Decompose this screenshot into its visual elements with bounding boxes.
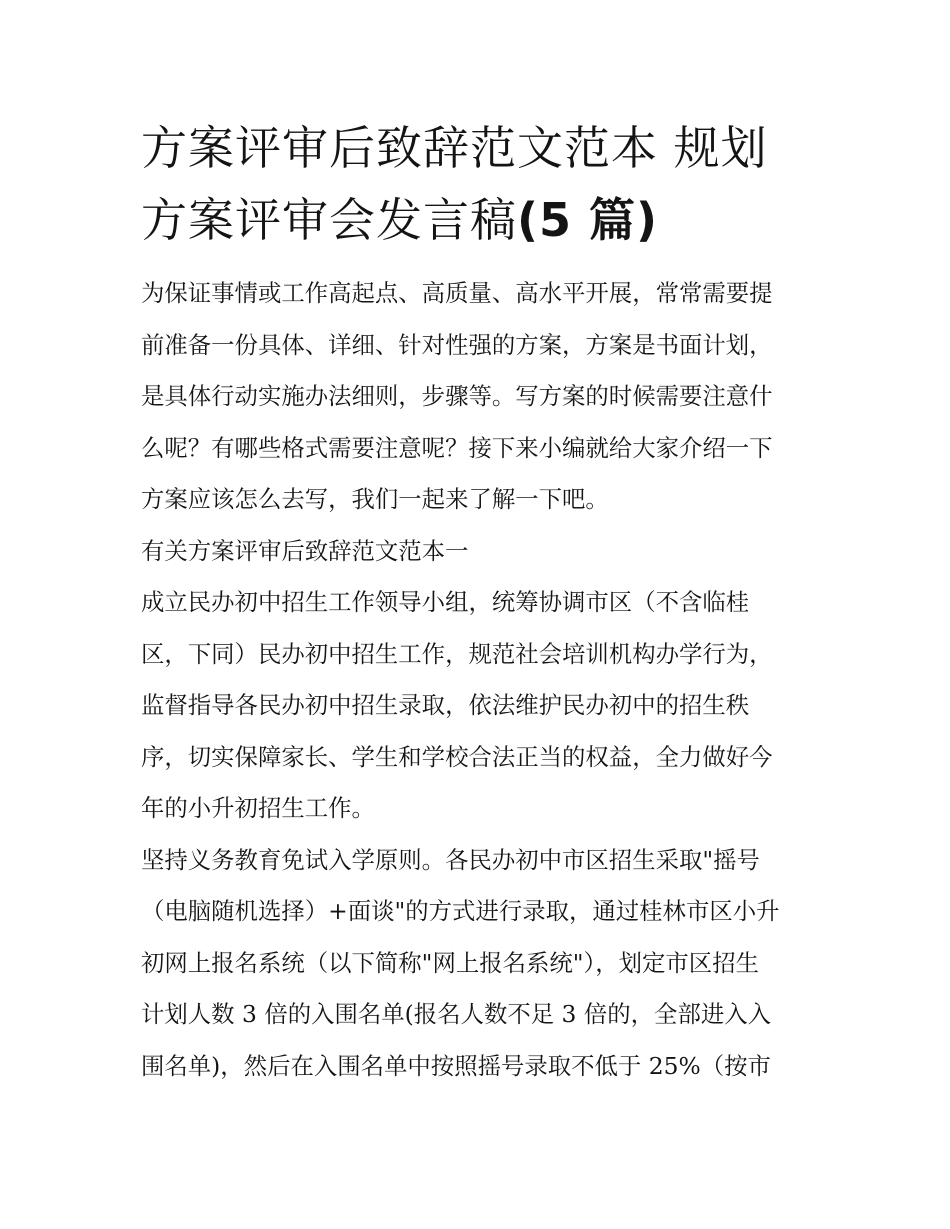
text-line: 区，下同）民办初中招生工作，规范社会培训机构办学行为， (141, 639, 773, 668)
text-line: 为保证事情或工作高起点、高质量、高水平开展，常常需要提 (141, 279, 773, 307)
document-title (141, 112, 813, 256)
title-line-1: 方案评审后致辞范文范本 规划 (141, 121, 768, 175)
body-paragraph (141, 577, 813, 835)
title-line-2-text: 方案评审会发言稿 (141, 193, 517, 247)
body-paragraph (141, 835, 813, 1093)
title-count: (5 篇) (517, 193, 659, 247)
document-page (141, 112, 813, 1092)
text-line: 序，切实保障家长、学生和学校合法正当的权益，全力做好今 (141, 742, 773, 771)
text-line: 成立民办初中招生工作领导小组，统筹协调市区（不含临桂 (141, 588, 750, 616)
text-line: 监督指导各民办初中招生录取，依法维护民办初中的招生秩 (141, 691, 750, 719)
document-body (141, 268, 813, 1092)
text-line: 方案应该怎么去写，我们一起来了解一下吧。 (141, 485, 609, 513)
section-heading (141, 526, 813, 578)
title-line-2 (141, 184, 813, 256)
intro-paragraph (141, 268, 813, 526)
text-line: （电脑随机选择）+面谈"的方式进行录取，通过桂林市区小升 (141, 897, 780, 925)
text-line: 坚持义务教育免试入学原则。各民办初中市区招生采取"摇号 (141, 845, 760, 874)
text-line: 前准备一份具体、详细、针对性强的方案，方案是书面计划， (141, 330, 773, 359)
text-line: 初网上报名系统（以下简称"网上报名系统"），划定市区招生 (141, 948, 759, 977)
text-line: 年的小升初招生工作。 (141, 794, 375, 822)
text-line: 是具体行动实施办法细则，步骤等。写方案的时候需要注意什 (141, 382, 773, 410)
text-line: 有关方案评审后致辞范文范本一 (141, 536, 469, 565)
text-line: 计划人数 3 倍的入围名单(报名人数不足 3 倍的，全部进入入 (141, 1000, 772, 1028)
text-line: 么呢？有哪些格式需要注意呢？接下来小编就给大家介绍一下 (141, 433, 773, 462)
text-line: 围名单)，然后在入围名单中按照摇号录取不低于 25%（按市 (141, 1051, 771, 1080)
